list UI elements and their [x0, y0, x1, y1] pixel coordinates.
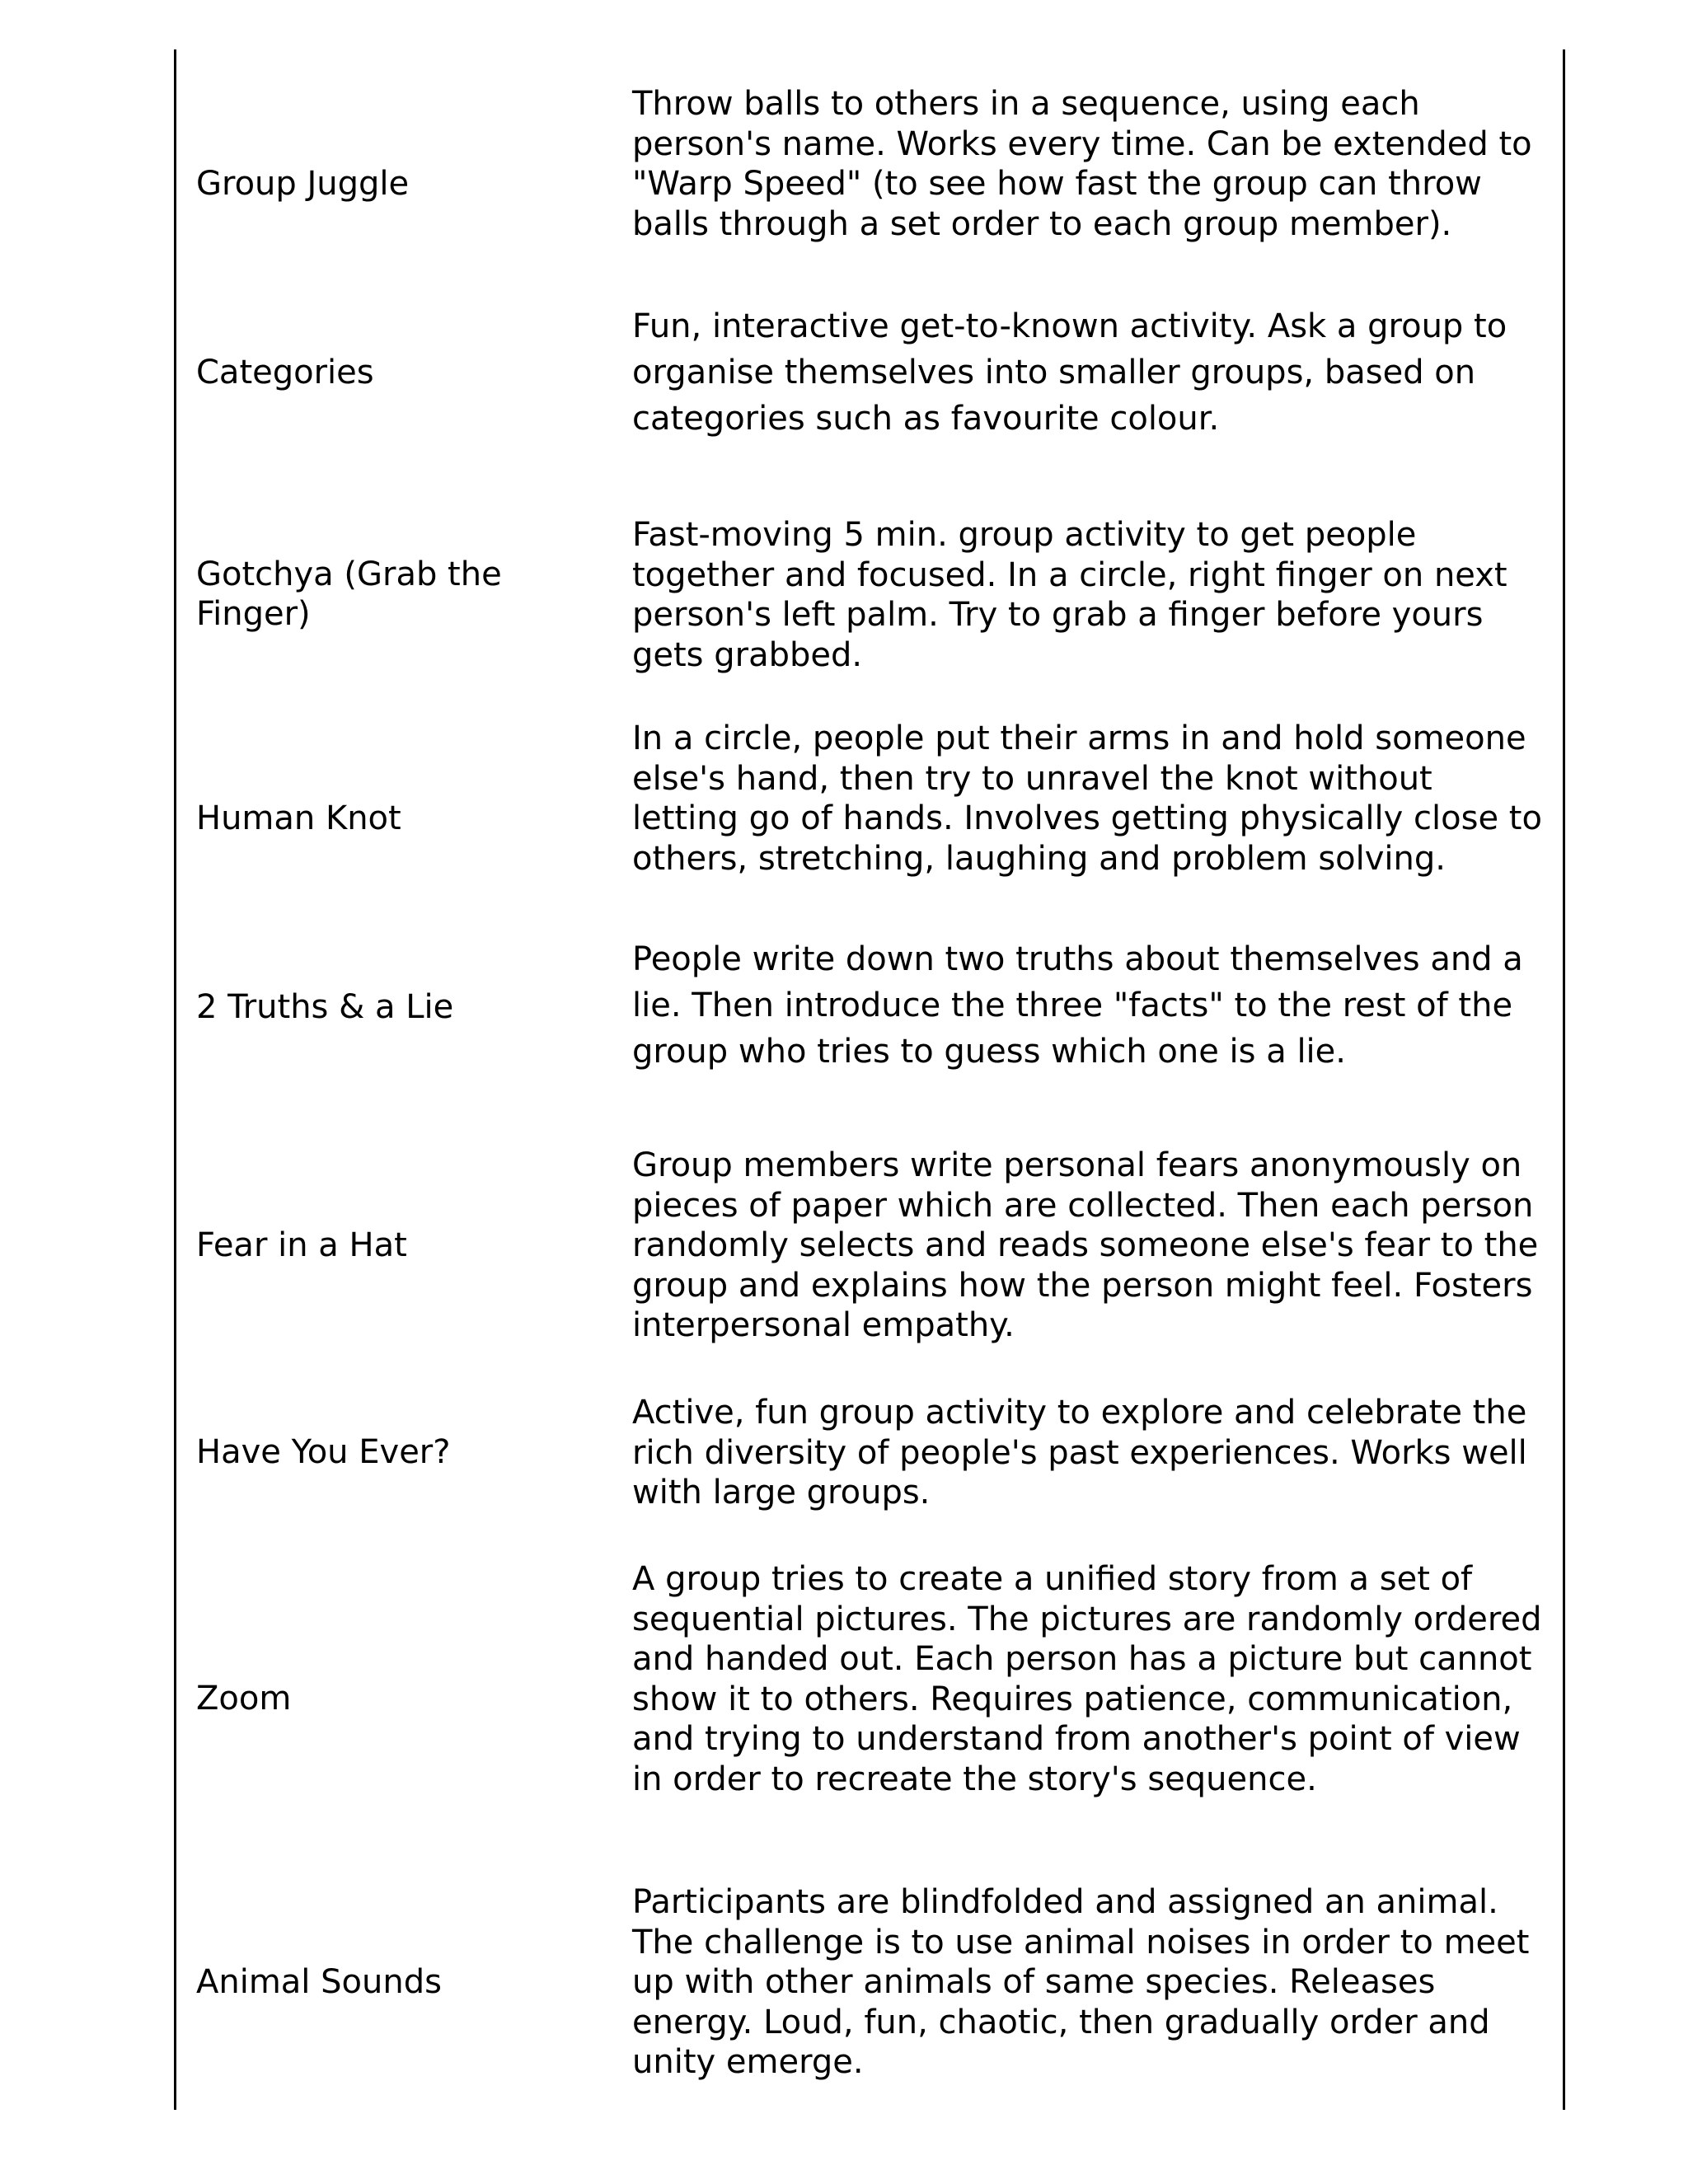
activity-description: Active, fun group activity to explore and celebrate the rich diversity of people's past experiences. Works well with large groups. [632, 1394, 1527, 1511]
activity-name: Categories [196, 354, 374, 391]
activity-description: Group members write personal fears anonymously on pieces of paper which are collected. Then each person randomly selects and reads someone else's fear to the group and explains how the person might feel. Fosters interpersonal empathy. [632, 1146, 1539, 1344]
activity-description: Throw balls to others in a sequence, using each person's name. Works every time. Can be extended to "Warp Speed" (to see how fast the group can throw balls through a set order to each group member). [632, 85, 1532, 243]
activity-name: Zoom [196, 1680, 292, 1718]
activity-description: Fast-moving 5 min. group activity to get people together and focused. In a circle, right finger on next person's left palm. Try to grab a finger before yours gets grabbed. [632, 516, 1507, 674]
activity-name: 2 Truths & a Lie [196, 988, 454, 1026]
activity-description: Fun, interactive get-to-known activity. Ask a group to organise themselves into smaller groups, based on categories such as favourite colour. [632, 307, 1507, 438]
table-right-border [1563, 49, 1565, 2110]
table-left-border [174, 49, 176, 2110]
activity-description: People write down two truths about themselves and a lie. Then introduce the three "facts" to the rest of the group who tries to guess which one is a lie. [632, 940, 1523, 1071]
activity-description: A group tries to create a unified story from a set of sequential pictures. The pictures are randomly ordered and handed out. Each person has a picture but cannot show it to others. Requires patience, communication, and trying to understand from another's point of view in order to recreate the story's sequence. [632, 1560, 1542, 1798]
activity-name: Group Juggle [196, 165, 410, 203]
activity-name: Animal Sounds [196, 1963, 442, 2001]
activity-name: Fear in a Hat [196, 1226, 407, 1264]
activity-name: Have You Ever? [196, 1433, 451, 1471]
activity-name: Human Knot [196, 799, 401, 837]
activity-name: Gotchya (Grab the Finger) [196, 555, 502, 633]
activity-description: Participants are blindfolded and assigned an animal. The challenge is to use animal noises in order to meet up with other animals of same species. Releases energy. Loud, fun, chaotic, then gradually order and unity emerge. [632, 1883, 1530, 2081]
activity-description: In a circle, people put their arms in and hold someone else's hand, then try to unravel the knot without letting go of hands. Involves getting physically close to others, stretching, laughing and problem solving. [632, 719, 1542, 878]
